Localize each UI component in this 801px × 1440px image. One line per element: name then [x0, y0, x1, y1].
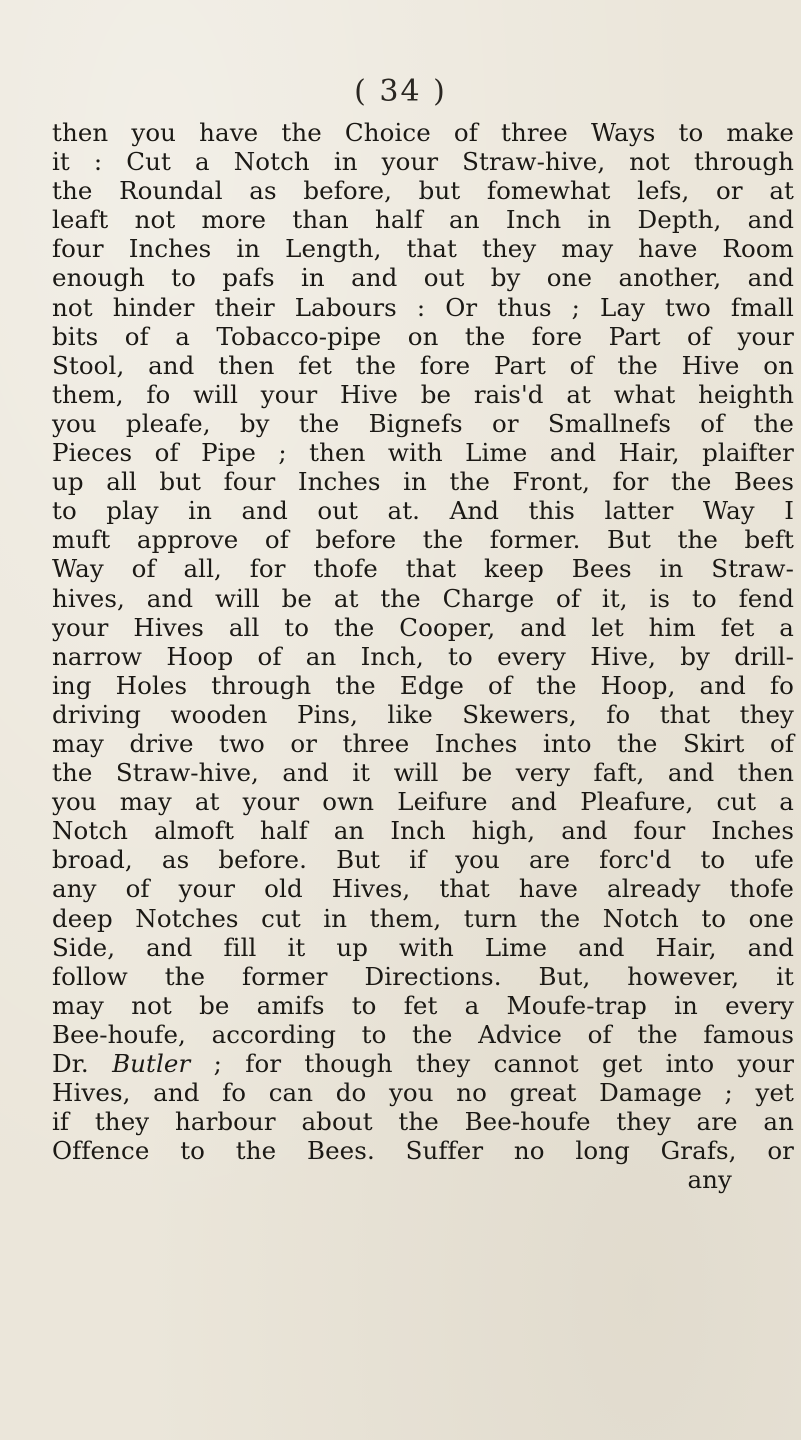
text-line: Pieces of Pipe ; then with Lime and Hair, plaifter: [52, 438, 794, 468]
text-line: may drive two or three Inches into the Skirt of: [52, 728, 794, 758]
body-text: [52, 118, 794, 1194]
text-line: your Hives all to the Cooper, and let him fet a: [52, 612, 794, 642]
text-line: leaft not more than half an Inch in Depth, and: [52, 205, 794, 235]
text-line: Hives, and fo can do you no great Damage ; yet: [52, 1078, 794, 1108]
text-line: Way of all, for thofe that keep Bees in Straw-: [52, 554, 794, 584]
text-line: Stool, and then fet the fore Part of the Hive on: [52, 350, 794, 380]
text-line-with-name: [52, 1049, 794, 1078]
text-line: deep Notches cut in them, turn the Notch to one: [52, 903, 794, 933]
text-line: it : Cut a Notch in your Straw-hive, not through: [52, 147, 794, 177]
page-number: ( 34 ): [354, 74, 447, 109]
author-name: Butler: [112, 1049, 191, 1078]
text-line: muft approve of before the former. But the beft: [52, 525, 794, 555]
text-line: enough to pafs in and out by one another, and: [52, 263, 794, 293]
text-line: you pleafe, by the Bignefs or Smallnefs of the: [52, 408, 794, 438]
text-line: any of your old Hives, that have already thofe: [52, 874, 794, 904]
catchword: any: [687, 1165, 732, 1195]
text-line: not hinder their Labours : Or thus ; Lay two fmall: [52, 292, 794, 322]
text-line: hives, and will be at the Charge of it, is to fend: [52, 583, 794, 613]
text-line: broad, as before. But if you are forc'd to ufe: [52, 845, 794, 875]
line-prefix: Dr.: [52, 1049, 113, 1078]
text-line: to play in and out at. And this latter Way I: [52, 496, 794, 526]
text-line: them, fo will your Hive be rais'd at what heighth: [52, 379, 794, 409]
text-line: Offence to the Bees. Suffer no long Grafs, or: [52, 1136, 794, 1166]
text-line: bits of a Tobacco-pipe on the fore Part of your: [52, 321, 794, 351]
text-line: driving wooden Pins, like Skewers, fo that they: [52, 699, 794, 729]
text-line: may not be amifs to fet a Moufe-trap in every: [52, 990, 794, 1020]
line-suffix: ; for though they cannot get into your: [190, 1049, 795, 1078]
text-line: you may at your own Leifure and Pleafure, cut a: [52, 787, 794, 817]
text-line: then you have the Choice of three Ways to make: [52, 118, 794, 147]
text-line: the Roundal as before, but fomewhat lefs, or at: [52, 176, 794, 206]
text-line: ing Holes through the Edge of the Hoop, and fo: [52, 670, 794, 700]
text-line: the Straw-hive, and it will be very faft, and then: [52, 758, 794, 788]
text-line: four Inches in Length, that they may have Room: [52, 234, 794, 264]
text-line: Notch almoft half an Inch high, and four Inches: [52, 816, 794, 846]
text-line: Side, and fill it up with Lime and Hair, and: [52, 932, 794, 962]
text-line: up all but four Inches in the Front, for the Bees: [52, 467, 794, 497]
text-line: Bee-houfe, according to the Advice of the famous: [52, 1019, 794, 1049]
text-line: follow the former Directions. But, however, it: [52, 961, 794, 991]
text-line: narrow Hoop of an Inch, to every Hive, by drill-: [52, 641, 794, 671]
text-line: if they harbour about the Bee-houfe they are an: [52, 1107, 794, 1137]
